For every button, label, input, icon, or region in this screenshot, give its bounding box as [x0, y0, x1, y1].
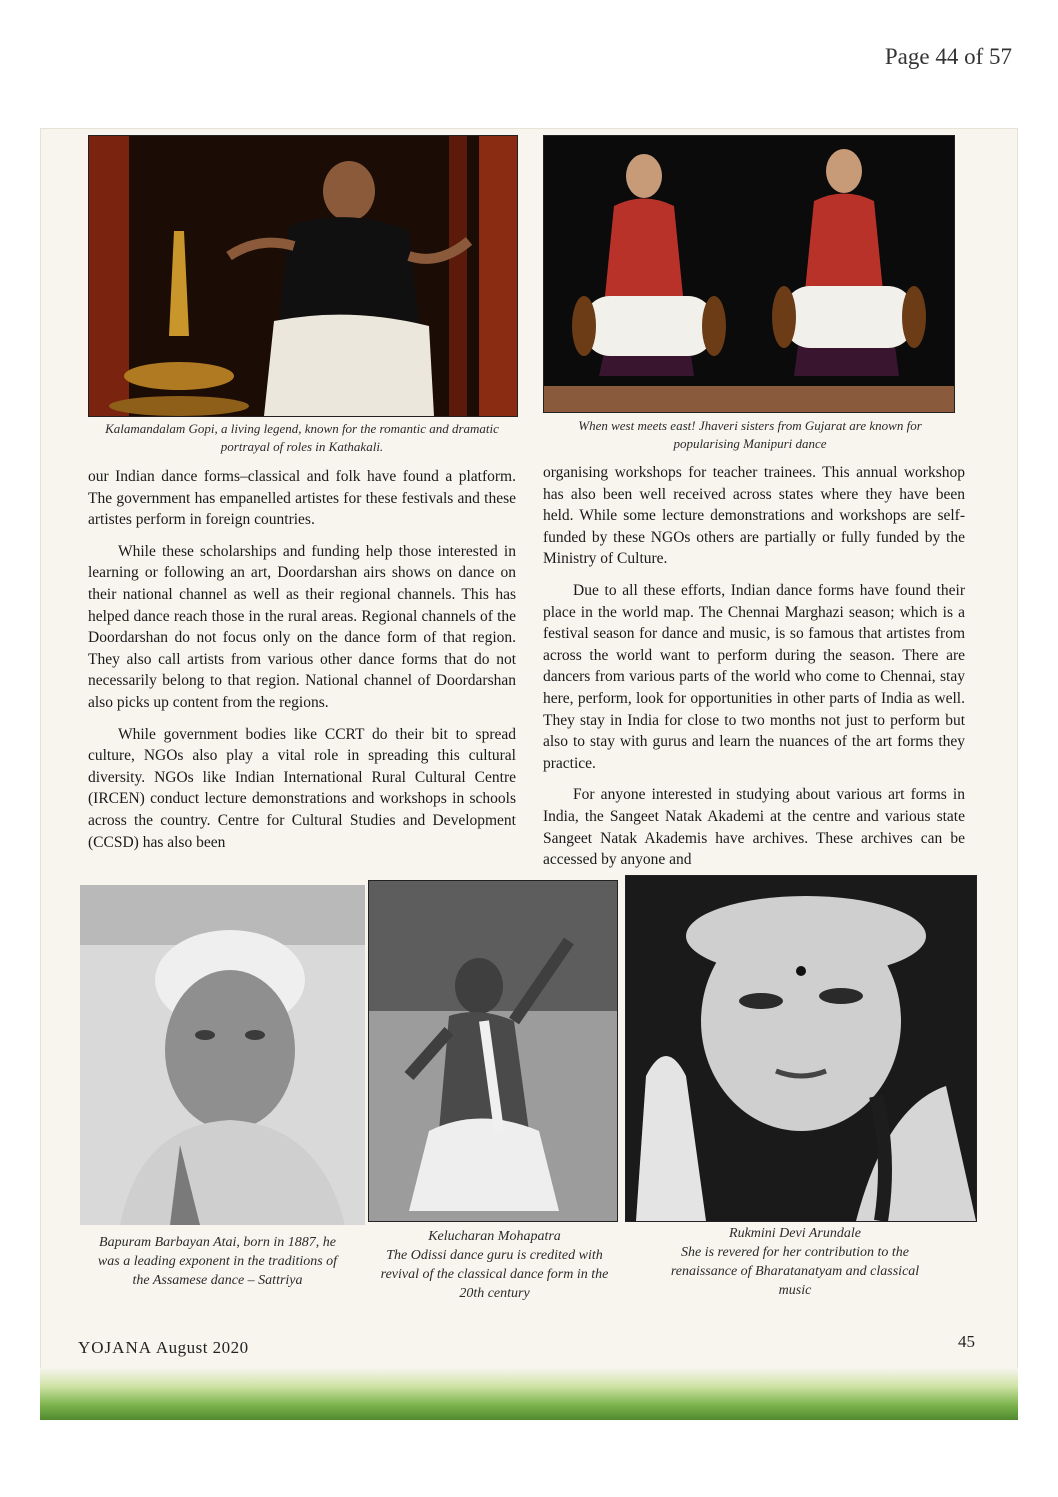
- photo-caption: She is revered for her contribution to the renaissance of Bharatanatyam and classical music: [670, 1245, 920, 1298]
- article-column-left: [88, 466, 516, 863]
- photo-caption: Bapuram Barbayan Atai, born in 1887, he was a leading exponent in the traditions of the Assamese dance – Sattriya: [97, 1235, 338, 1288]
- article-column-right: [543, 462, 965, 881]
- odissi-guru-photo: [368, 880, 618, 1222]
- manipuri-drummers-photo: [543, 135, 955, 413]
- photo-caption: Kalamandalam Gopi, a living legend, known for the romantic and dramatic portrayal of roles in Kathakali.: [105, 421, 499, 454]
- sattriya-exponent-portrait: [80, 885, 365, 1225]
- footer-publication: [78, 1338, 249, 1358]
- magazine-name: YOJANA: [78, 1338, 152, 1357]
- paragraph: Due to all these efforts, Indian dance forms have found their place in the world map. The Chennai Marghazi season; which is a festival season for dance and music, is so famous that artistes from across the world want to perform during the season. There are dancers from various parts of the world who come to Chennai, stay here, perform, look for opportunities in other parts of India as well. They stay in India for close to two months not just to perform but also to stay with gurus and learn the nuances of the art forms they practice.: [543, 581, 965, 772]
- bharatanatyam-dancer-portrait: [625, 875, 977, 1222]
- paragraph: While these scholarships and funding help those interested in learning or following an art, Doordarshan airs shows on dance on their national channel as well as their regional channels. This has helped dance reach those in the rural areas. Regional channels of the Doordarshan do not focus only on the dance form of that region. They also call artists from various other dance forms that do not necessarily belong to that region. National channel of Doordarshan also picks up content from the regions.: [88, 542, 516, 711]
- paragraph: For anyone interested in studying about various art forms in India, the Sangeet Natak Akademi at the centre and various state Sangeet Natak Akademis have archives. These archives can be accessed by anyone and: [543, 786, 965, 869]
- decorative-grass-border: [40, 1368, 1018, 1420]
- photo-caption-name: Kelucharan Mohapatra: [428, 1229, 561, 1244]
- photo-caption: The Odissi dance guru is credited with revival of the classical dance form in the 20th century: [380, 1248, 609, 1301]
- paragraph: While government bodies like CCRT do their bit to spread culture, NGOs also play a vital role in spreading this cultural diversity. NGOs like Indian International Rural Cultural Centre (IRCEN) conduct lecture demonstrations and workshops in schools across the country. Centre for Cultural Studies and Development (CCSD) has also been: [88, 725, 516, 851]
- paragraph: organising workshops for teacher trainees. This annual workshop has also been well received across states where they have been held. While some lecture demonstrations and workshops are self-funded by these NGOs others are partially or fully funded by the Ministry of Culture.: [543, 464, 965, 568]
- footer-page-number: 45: [958, 1332, 975, 1351]
- issue-date: August 2020: [155, 1338, 249, 1357]
- paragraph: our Indian dance forms–classical and folk have found a platform. The government has empanelled artistes for these festivals and these artistes perform in foreign countries.: [88, 468, 516, 529]
- kathakali-performer-photo: [88, 135, 518, 417]
- photo-caption: When west meets east! Jhaveri sisters from Gujarat are known for popularising Manipuri dance: [578, 418, 922, 451]
- photo-caption-name: Rukmini Devi Arundale: [729, 1226, 861, 1241]
- page-label: Page 44 of 57: [884, 44, 1012, 69]
